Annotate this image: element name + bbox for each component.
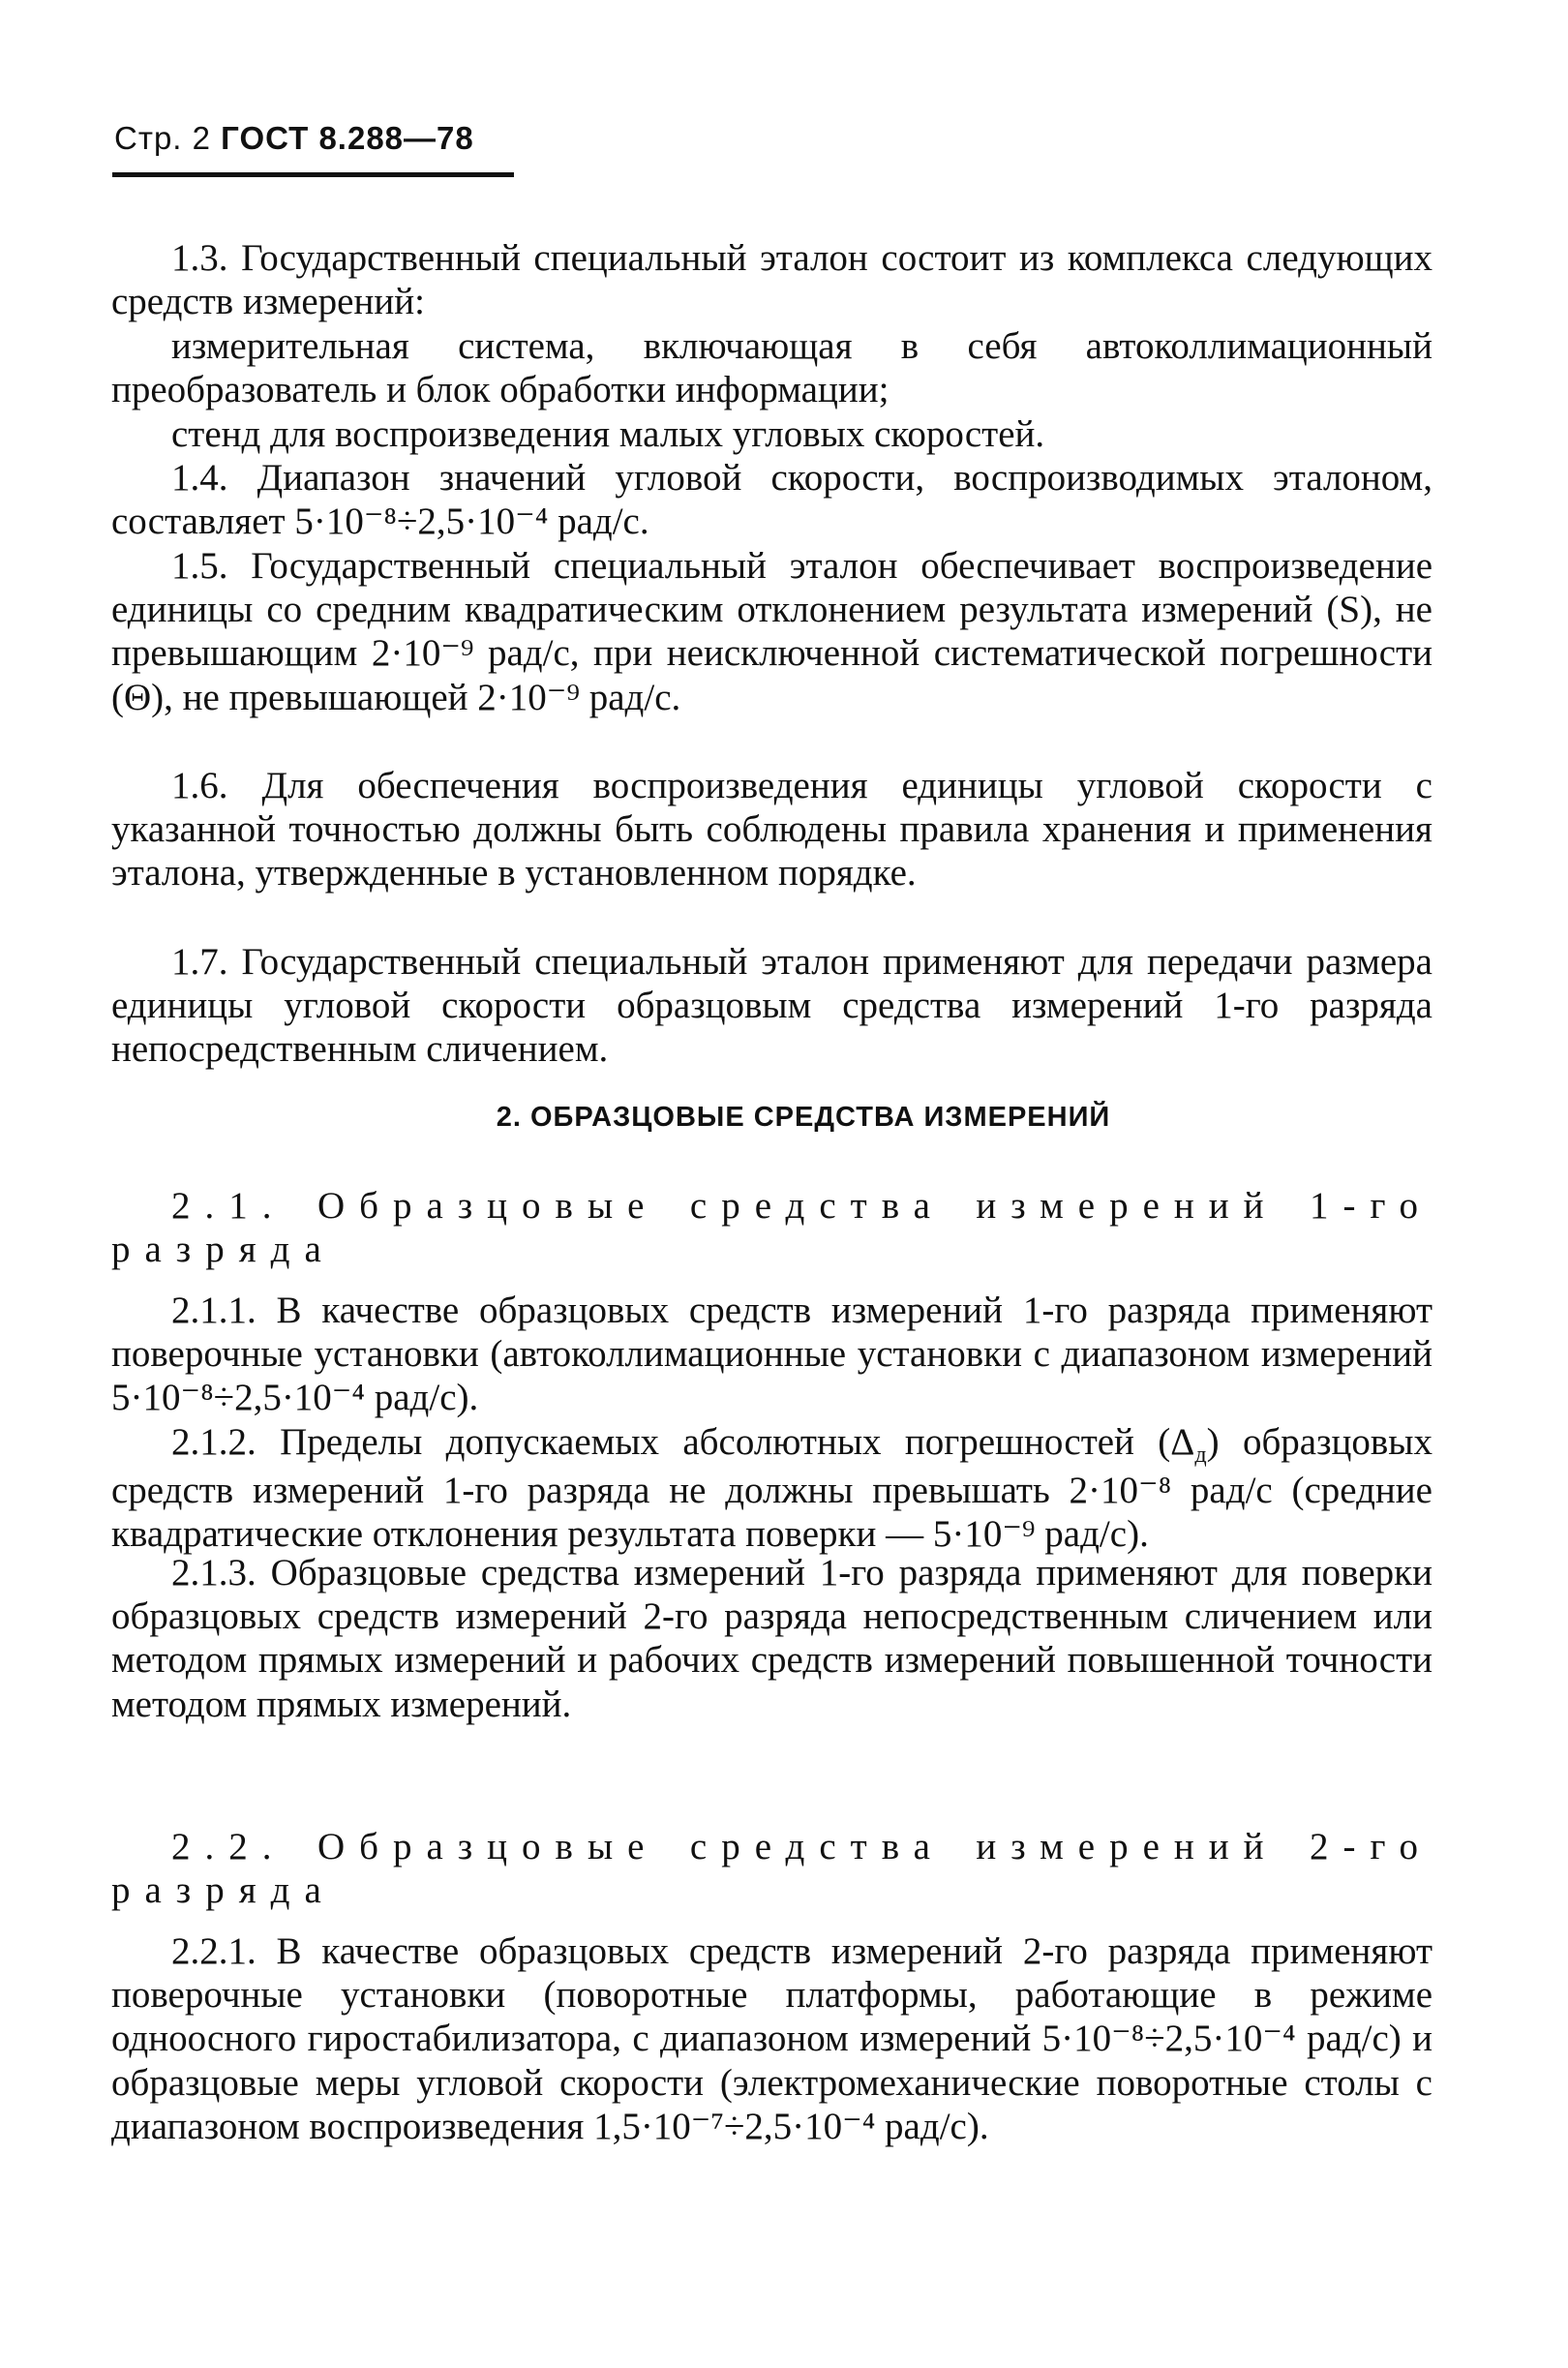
delta-subscript: д <box>1194 1441 1207 1468</box>
section-2-title: 2. ОБРАЗЦОВЫЕ СРЕДСТВА ИЗМЕРЕНИЙ <box>496 1102 1111 1133</box>
paragraph-1-3: 1.3. Государственный специальный эталон состоит из комплекса следующих средств измерений: <box>111 237 1432 323</box>
page-header <box>114 120 474 157</box>
paragraph-2-1-2-start: 2.1.2. Пределы допускаемых абсолютных погрешностей (Δ <box>171 1421 1195 1463</box>
paragraph-2-1-2-end: ) образцовых средств измерений 1-го разряда не должны превышать 2·10⁻⁸ рад/с (средние квадратические отклонения результата поверки — 5·10⁻⁹ рад/с). <box>111 1421 1432 1556</box>
paragraph-2-1-2 <box>111 1420 1432 1557</box>
paragraph-2-1-3: 2.1.3. Образцовые средства измерений 1-го разряда применяют для поверки образцовых средств измерений 2-го разряда непосредственным сличением или методом прямых измерений и рабочих средств измерений повышенной точности методом прямых измерений. <box>111 1552 1432 1725</box>
paragraph-2-1-1: 2.1.1. В качестве образцовых средств измерений 1-го разряда применяют поверочные установки (автоколлимационные установки с диапазоном измерений 5·10⁻⁸÷2,5·10⁻⁴ рад/с). <box>111 1290 1432 1419</box>
header-rule <box>112 172 514 177</box>
paragraph-1-4: 1.4. Диапазон значений угловой скорости, воспроизводимых эталоном, составляет 5·10⁻⁸÷2,5·10⁻⁴ рад/с. <box>111 457 1432 543</box>
page-number-label: Стр. 2 <box>114 120 211 156</box>
paragraph-1-3-item-1: измерительная система, включающая в себя автоколлимационный преобразователь и блок обработки информации; <box>111 325 1432 411</box>
paragraph-1-3-item-2: стенд для воспроизведения малых угловых скоростей. <box>171 413 1045 455</box>
subsection-2-2-heading: 2.2. Образцовые средства измерений 2-го разряда <box>111 1826 1432 1912</box>
paragraph-1-6: 1.6. Для обеспечения воспроизведения единицы угловой скорости с указанной точностью должны быть соблюдены правила хранения и применения эталона, утвержденные в установленном порядке. <box>111 765 1432 895</box>
paragraph-1-7: 1.7. Государственный специальный эталон применяют для передачи размера единицы угловой скорости образцовым средства измерений 1-го разряда непосредственным сличением. <box>111 941 1432 1071</box>
subsection-2-1-heading: 2.1. Образцовые средства измерений 1-го разряда <box>111 1185 1432 1271</box>
paragraph-1-5: 1.5. Государственный специальный эталон обеспечивает воспроизведение единицы со средним квадратическим отклонением результата измерений (S), не превышающим 2·10⁻⁹ рад/с, при неисключенной систематической погрешности (Θ), не превышающей 2·10⁻⁹ рад/с. <box>111 545 1432 718</box>
gost-number: ГОСТ 8.288—78 <box>221 120 474 156</box>
paragraph-2-2-1: 2.2.1. В качестве образцовых средств измерений 2-го разряда применяют поверочные установки (поворотные платформы, работающие в режиме одноосного гиростабилизатора, с диапазоном измерений 5·10⁻⁸÷2,5·10⁻⁴ рад/с) и образцовые меры угловой скорости (электромеханические поворотные столы с диапазоном воспроизведения 1,5·10⁻⁷÷2,5·10⁻⁴ рад/с). <box>111 1930 1432 2147</box>
